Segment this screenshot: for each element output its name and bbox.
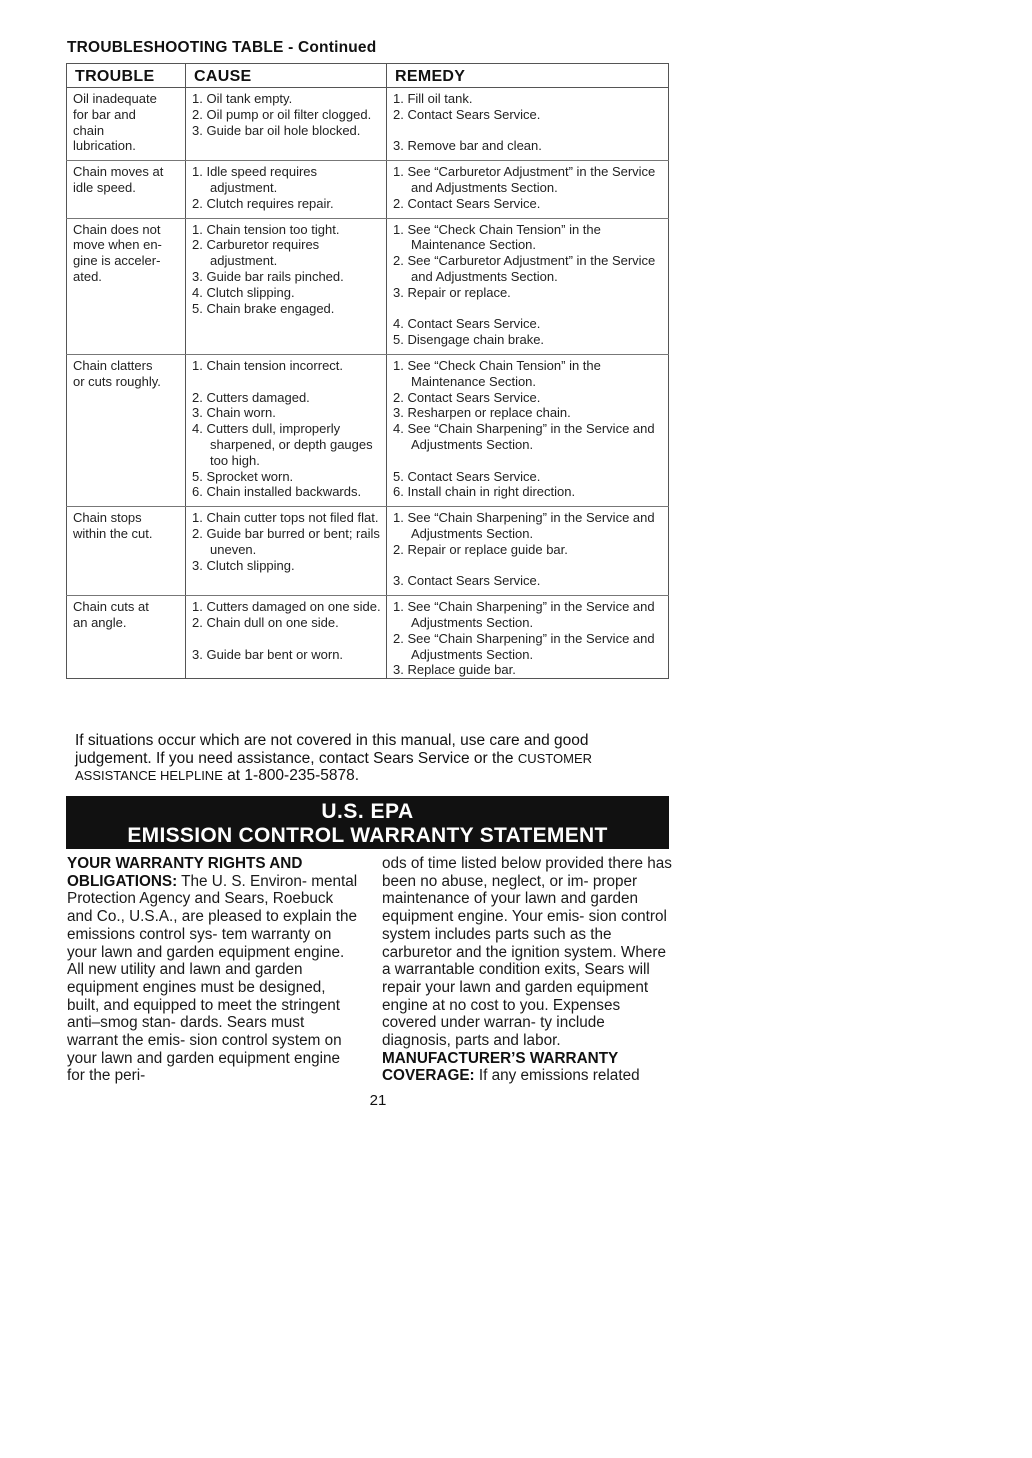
trouble-text: Chain does not (73, 221, 161, 237)
warranty-rights-text: The U. S. Environ- mental Protection Agency and Sears, Roebuck and Co., U.S.A., are pleased to explain the emissions control sys- tem warranty on your lawn and garden equipment engine. All new utility and lawn and garden equipment engines must be designed, built, and equipped to meet the stringent anti–smog stan- dards. Sears must warrant the emis- sion control system on your lawn and garden equipment engine for the peri- (67, 872, 358, 1085)
section-title: TROUBLESHOOTING TABLE - Continued (67, 39, 377, 56)
cause-item: 1. Oil tank empty. (192, 91, 293, 106)
header-cause: CAUSE (186, 64, 387, 88)
trouble-cell (67, 354, 186, 506)
table-row (67, 218, 669, 354)
cause-item: 3. Clutch slipping. (192, 557, 295, 573)
table-header-row (67, 64, 669, 88)
cause-item: 3. Chain worn. (192, 405, 276, 421)
remedy-item: 1. See “Chain Sharpening” in the Service and Adjustments Section. (393, 599, 655, 630)
remedy-item: 2. Contact Sears Service. (393, 106, 541, 122)
cause-item: 3. Guide bar rails pinched. (192, 268, 344, 284)
cause-item: 1. Chain cutter tops not filed flat. (192, 510, 379, 526)
table-row (67, 596, 669, 679)
note-main-text: If situations occur which are not covered in this manual, use care and good judgement. If you need assistance, contact Sears Service or the (75, 732, 589, 767)
remedy-item: 1. See “Carburetor Adjustment” in the Service and Adjustments Section. (393, 164, 656, 195)
trouble-text: Chain clatters (73, 357, 153, 373)
table-row (67, 161, 669, 218)
helpline-number: at 1-800-235-5878. (222, 767, 360, 784)
cause-item: 2. Carburetor requires adjustment. (192, 237, 320, 269)
page-number: 21 (369, 1092, 387, 1109)
remedy-item: 1. See “Check Chain Tension” in the Maintenance Section. (393, 221, 601, 253)
warranty-continued-text: ods of time listed below provided there has been no abuse, neglect, or im- proper maintenance of your lawn and garden equipment engine. Your emis- sion control system includes parts such as the carburetor and the ignition system. Where a warrantable condition exits, Sears will repair your lawn and garden equipment engine at no cost to you. Expenses covered under warran- ty include diagnosis, parts and labor. (382, 855, 672, 1050)
remedy-item: 6. Install chain in right direction. (393, 484, 576, 500)
trouble-text: for bar and (73, 106, 136, 122)
header-remedy: REMEDY (387, 64, 669, 88)
manufacturer-warranty-heading: MANUFACTURER’S WARRANTY COVERAGE: (382, 1049, 618, 1085)
assistance-note (75, 732, 655, 785)
cause-cell (186, 354, 387, 506)
header-trouble: TROUBLE (67, 64, 186, 88)
remedy-cell (387, 596, 669, 679)
remedy-cell (387, 218, 669, 354)
cause-item: 1. Chain tension too tight. (192, 221, 340, 237)
trouble-cell (67, 161, 186, 218)
table-row (67, 88, 669, 161)
trouble-text: ated. (73, 268, 102, 284)
trouble-text: or cuts roughly. (73, 373, 161, 389)
remedy-item: 4. See “Chain Sharpening” in the Service and Adjustments Section. (393, 421, 655, 452)
remedy-item: 3. Resharpen or replace chain. (393, 405, 571, 421)
spacer (393, 123, 664, 139)
remedy-item: 3. Replace guide bar. (393, 662, 516, 678)
trouble-text: Chain cuts at (73, 599, 149, 615)
cause-item: 2. Oil pump or oil filter clogged. (192, 106, 372, 122)
trouble-text: chain (73, 122, 105, 138)
cause-item: 5. Sprocket worn. (192, 468, 294, 484)
trouble-text: move when en- (73, 237, 162, 253)
remedy-item: 2. Contact Sears Service. (393, 389, 541, 405)
cause-item: 2. Guide bar burred or bent; rails uneven. (192, 525, 380, 557)
remedy-item: 2. See “Carburetor Adjustment” in the Service and Adjustments Section. (393, 253, 656, 284)
trouble-text: Oil inadequate (73, 91, 157, 106)
cause-item: 3. Guide bar oil hole blocked. (192, 122, 361, 138)
cause-item: 2. Chain dull on one side. (192, 614, 339, 630)
cause-item: 4. Clutch slipping. (192, 284, 295, 300)
cause-item: 1. Chain tension incorrect. (192, 357, 344, 373)
remedy-item: 2. See “Chain Sharpening” in the Service and Adjustments Section. (393, 630, 655, 662)
trouble-text: idle speed. (73, 179, 136, 195)
trouble-text: lubrication. (73, 138, 136, 154)
trouble-text: Chain stops (73, 510, 142, 526)
cause-item: 1. Idle speed requires adjustment. (192, 164, 318, 195)
cause-cell (186, 507, 387, 596)
trouble-text: an angle. (73, 614, 127, 630)
banner-line-1: U.S. EPA (321, 800, 414, 823)
remedy-cell (387, 88, 669, 161)
helpline-label: CUSTOMER ASSISTANCE HELPLINE (75, 750, 593, 783)
trouble-text: Chain moves at (73, 164, 164, 180)
spacer (393, 558, 664, 574)
cause-cell (186, 596, 387, 679)
table-row (67, 507, 669, 596)
remedy-cell (387, 161, 669, 218)
spacer (192, 374, 382, 390)
remedy-item: 1. See “Check Chain Tension” in the Maintenance Section. (393, 357, 601, 389)
cause-item: 6. Chain installed backwards. (192, 484, 362, 500)
cause-item: 2. Cutters damaged. (192, 389, 310, 405)
epa-banner (66, 796, 669, 849)
cause-cell (186, 88, 387, 161)
remedy-item: 2. Contact Sears Service. (393, 195, 541, 211)
spacer (192, 631, 382, 647)
trouble-cell (67, 596, 186, 679)
remedy-item: 5. Contact Sears Service. (393, 468, 541, 484)
manufacturer-warranty-text: If any emissions related (474, 1067, 640, 1085)
remedy-item: 2. Repair or replace guide bar. (393, 541, 568, 557)
remedy-item: 1. See “Chain Sharpening” in the Service and Adjustments Section. (393, 510, 655, 541)
warranty-column-left (67, 855, 359, 1085)
trouble-text: within the cut. (73, 525, 153, 541)
trouble-cell (67, 218, 186, 354)
remedy-item: 5. Disengage chain brake. (393, 332, 545, 348)
cause-item: 5. Chain brake engaged. (192, 300, 335, 316)
cause-item: 3. Guide bar bent or worn. (192, 646, 344, 662)
remedy-item: 1. Fill oil tank. (393, 91, 473, 106)
remedy-item: 3. Repair or replace. (393, 284, 511, 300)
trouble-cell (67, 507, 186, 596)
spacer (393, 453, 664, 469)
cause-item: 4. Cutters dull, improperly sharpened, or depth gauges too high. (192, 421, 373, 468)
cause-item: 2. Clutch requires repair. (192, 195, 334, 211)
remedy-cell (387, 507, 669, 596)
trouble-cell (67, 88, 186, 161)
remedy-cell (387, 354, 669, 506)
table-row (67, 354, 669, 506)
remedy-item: 4. Contact Sears Service. (393, 316, 541, 332)
troubleshooting-table (66, 63, 669, 679)
remedy-item: 3. Contact Sears Service. (393, 573, 541, 589)
remedy-item: 3. Remove bar and clean. (393, 138, 542, 154)
cause-cell (186, 218, 387, 354)
warranty-column-right (382, 855, 674, 1085)
trouble-text: gine is acceler- (73, 253, 161, 269)
cause-item: 1. Cutters damaged on one side. (192, 599, 381, 615)
cause-cell (186, 161, 387, 218)
warranty-rights-heading: YOUR WARRANTY RIGHTS AND OBLIGATIONS: (67, 855, 303, 890)
banner-line-2: EMISSION CONTROL WARRANTY STATEMENT (127, 824, 608, 847)
spacer (393, 301, 664, 317)
